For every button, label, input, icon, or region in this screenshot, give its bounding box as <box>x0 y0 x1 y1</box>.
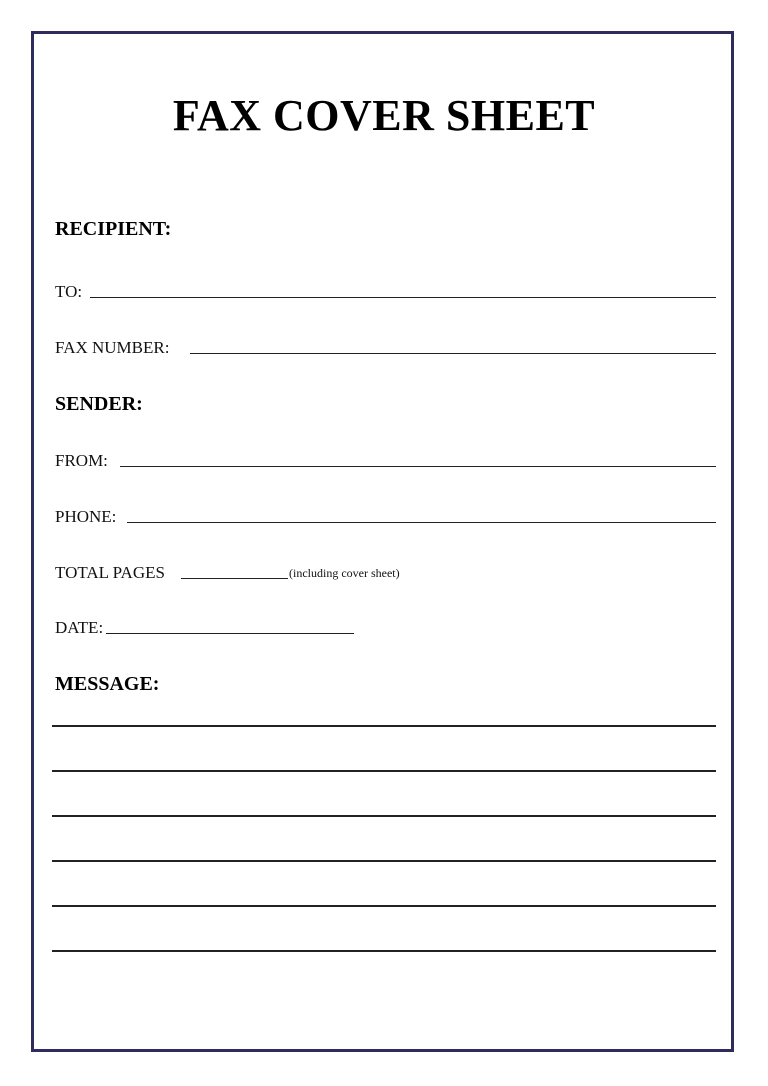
recipient-heading: RECIPIENT: <box>55 218 172 240</box>
total-pages-field[interactable] <box>181 578 288 579</box>
phone-field[interactable] <box>127 522 716 523</box>
phone-label: PHONE: <box>55 507 117 526</box>
to-field[interactable] <box>90 297 716 298</box>
message-line[interactable] <box>52 860 716 862</box>
message-line[interactable] <box>52 725 716 727</box>
message-line[interactable] <box>52 770 716 772</box>
fax-number-label: FAX NUMBER: <box>55 338 170 357</box>
total-pages-note: (including cover sheet) <box>289 566 400 580</box>
fax-number-field[interactable] <box>190 353 716 354</box>
to-label: TO: <box>55 282 83 301</box>
message-heading: MESSAGE: <box>55 673 160 695</box>
date-label: DATE: <box>55 618 104 637</box>
page-title: FAX COVER SHEET <box>172 91 596 140</box>
date-field[interactable] <box>106 633 354 634</box>
sender-heading: SENDER: <box>55 393 143 415</box>
message-line[interactable] <box>52 905 716 907</box>
page-border <box>31 31 734 1052</box>
from-label: FROM: <box>55 451 108 470</box>
message-line[interactable] <box>52 815 716 817</box>
from-field[interactable] <box>120 466 716 467</box>
message-line[interactable] <box>52 950 716 952</box>
total-pages-label: TOTAL PAGES <box>55 563 165 582</box>
